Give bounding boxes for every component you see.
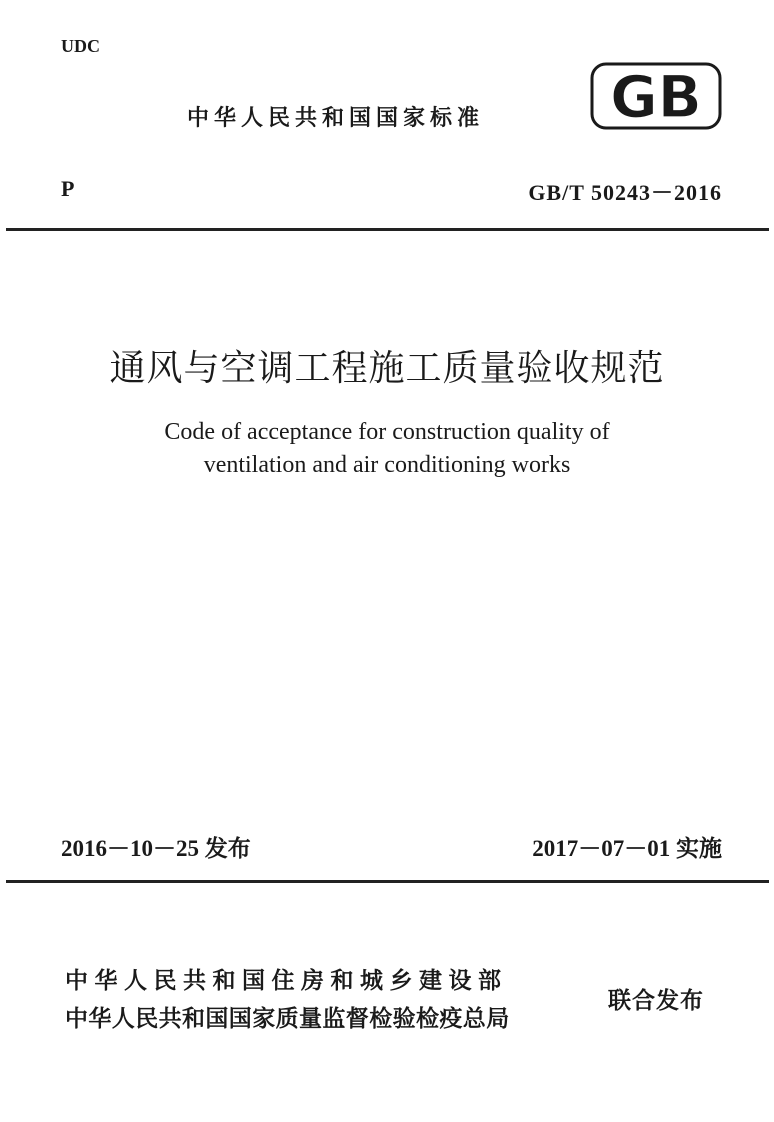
effective-date: 2017－07－01 实施 <box>532 836 722 861</box>
national-standard-heading: 中华人民共和国国家标准 <box>187 106 485 131</box>
udc-label: UDC <box>61 36 100 56</box>
standard-number: GB/T 50243－2016 <box>528 180 722 205</box>
issuer-quality-administration: 中华人民共和国国家质量监督检验检疫总局 <box>65 1006 510 1032</box>
joint-publication-label: 联合发布 <box>608 988 704 1014</box>
bottom-divider <box>6 880 769 883</box>
classification-code: P <box>61 176 75 201</box>
issuer-ministry-housing: 中华人民共和国住房和城乡建设部 <box>65 968 508 994</box>
title-english-line-2: ventilation and air conditioning works <box>203 452 571 478</box>
issue-date: 2016－10－25 发布 <box>61 836 251 861</box>
title-chinese: 通风与空调工程施工质量验收规范 <box>109 348 665 389</box>
title-english <box>0 416 774 482</box>
title-english-line-1: Code of acceptance for construction quality of <box>164 419 610 445</box>
svg-text:GB: GB <box>610 63 702 130</box>
top-divider <box>6 228 769 231</box>
gb-logo-icon <box>590 62 722 130</box>
